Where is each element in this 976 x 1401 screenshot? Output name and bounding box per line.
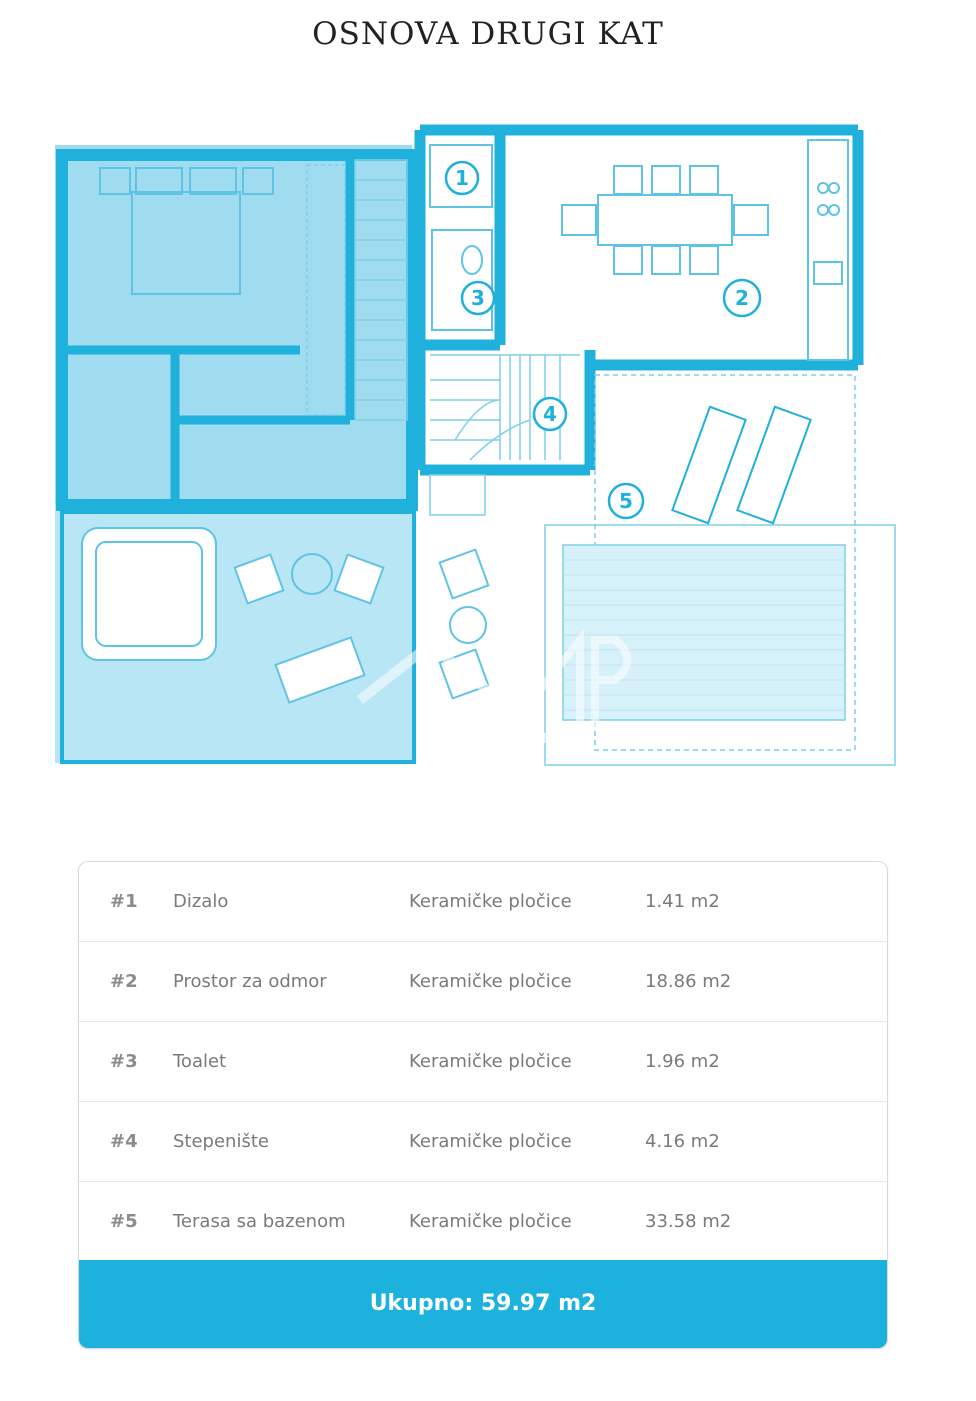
room-area: 4.16 m2	[645, 1131, 720, 1152]
room-name: Toalet	[173, 1051, 227, 1072]
floor-plan	[0, 100, 976, 780]
room-area: 1.41 m2	[645, 891, 720, 912]
bedroom-area	[55, 145, 415, 505]
room-name: Terasa sa bazenom	[173, 1211, 346, 1232]
rooms-table	[78, 861, 888, 1349]
row-number: #2	[110, 971, 138, 992]
row-number: #4	[110, 1131, 138, 1152]
watermark-text: NEKRETNINE	[492, 732, 586, 747]
page-title: OSNOVA DRUGI KAT	[312, 16, 664, 52]
table-row	[79, 862, 887, 942]
room-name: Dizalo	[173, 891, 229, 912]
room-material: Keramičke pločice	[409, 1131, 572, 1152]
room-material: Keramičke pločice	[409, 1051, 572, 1072]
room-material: Keramičke pločice	[409, 971, 572, 992]
room-name: Stepenište	[173, 1131, 269, 1152]
room-material: Keramičke pločice	[409, 1211, 572, 1232]
sun-loungers	[672, 407, 810, 523]
row-number: #3	[110, 1051, 138, 1072]
row-number: #5	[110, 1211, 138, 1232]
room-number-3: 3	[471, 286, 485, 310]
table-row	[79, 942, 887, 1022]
room-name: Prostor za odmor	[173, 971, 327, 992]
room-area: 18.86 m2	[645, 971, 732, 992]
total-area-bar: Ukupno: 59.97 m2	[79, 1260, 887, 1348]
row-number: #1	[110, 891, 138, 912]
room-area: 1.96 m2	[645, 1051, 720, 1072]
room-number-2: 2	[735, 286, 749, 310]
table-row	[79, 1022, 887, 1102]
pool	[563, 545, 845, 720]
room-material: Keramičke pločice	[409, 891, 572, 912]
room-number-4: 4	[543, 402, 557, 426]
room-area: 33.58 m2	[645, 1211, 732, 1232]
room-number-5: 5	[619, 489, 633, 513]
table-row	[79, 1102, 887, 1182]
table-row	[79, 1182, 887, 1262]
room-number-1: 1	[455, 166, 469, 190]
